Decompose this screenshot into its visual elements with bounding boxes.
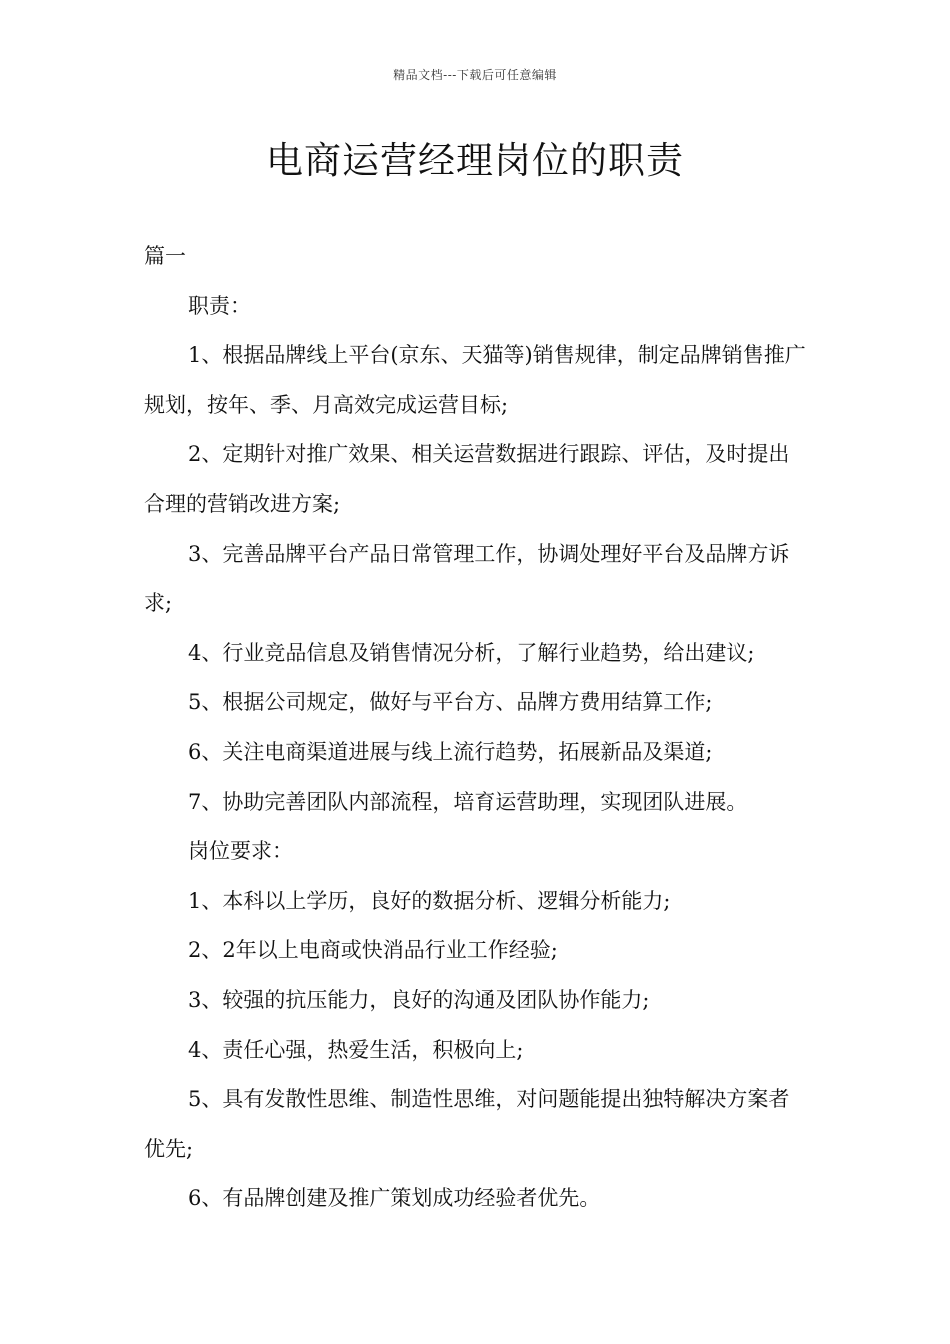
duty-item: 1、根据品牌线上平台(京东、天猫等)销售规律，制定品牌销售推广规划，按年、季、月高效完成运营目标; bbox=[144, 343, 806, 417]
duty-item: 4、行业竞品信息及销售情况分析，了解行业趋势，给出建议; bbox=[188, 640, 755, 665]
duty-item: 3、完善品牌平台产品日常管理工作，协调处理好平台及品牌方诉求; bbox=[144, 541, 790, 616]
duties-heading: 职责： bbox=[188, 293, 251, 318]
duty-item: 2、定期针对推广效果、相关运营数据进行跟踪、评估，及时提出合理的营销改进方案; bbox=[144, 442, 790, 516]
requirement-item: 2、2年以上电商或快消品行业工作经验; bbox=[188, 938, 558, 963]
document-title: 电商运营经理岗位的职责 bbox=[266, 139, 684, 182]
requirement-item: 3、较强的抗压能力，良好的沟通及团队协作能力; bbox=[188, 987, 650, 1012]
duty-item: 5、根据公司规定，做好与平台方、品牌方费用结算工作; bbox=[188, 690, 713, 715]
requirement-item: 1、本科以上学历，良好的数据分析、逻辑分析能力; bbox=[188, 888, 671, 913]
requirement-item: 6、有品牌创建及推广策划成功经验者优先。 bbox=[188, 1186, 601, 1211]
page-header-note: 精品文档---下载后可任意编辑 bbox=[393, 68, 557, 82]
requirement-item: 5、具有发散性思维、制造性思维，对问题能提出独特解决方案者优先; bbox=[144, 1087, 790, 1161]
duty-item: 7、协助完善团队内部流程，培育运营助理，实现团队进展。 bbox=[188, 789, 748, 814]
document-body bbox=[144, 232, 808, 1224]
duty-item: 6、关注电商渠道进展与线上流行趋势，拓展新品及渠道; bbox=[188, 739, 713, 764]
section-label: 篇一 bbox=[144, 244, 186, 268]
requirement-item: 4、责任心强，热爱生活，积极向上; bbox=[188, 1037, 524, 1062]
requirements-heading: 岗位要求： bbox=[188, 839, 293, 864]
